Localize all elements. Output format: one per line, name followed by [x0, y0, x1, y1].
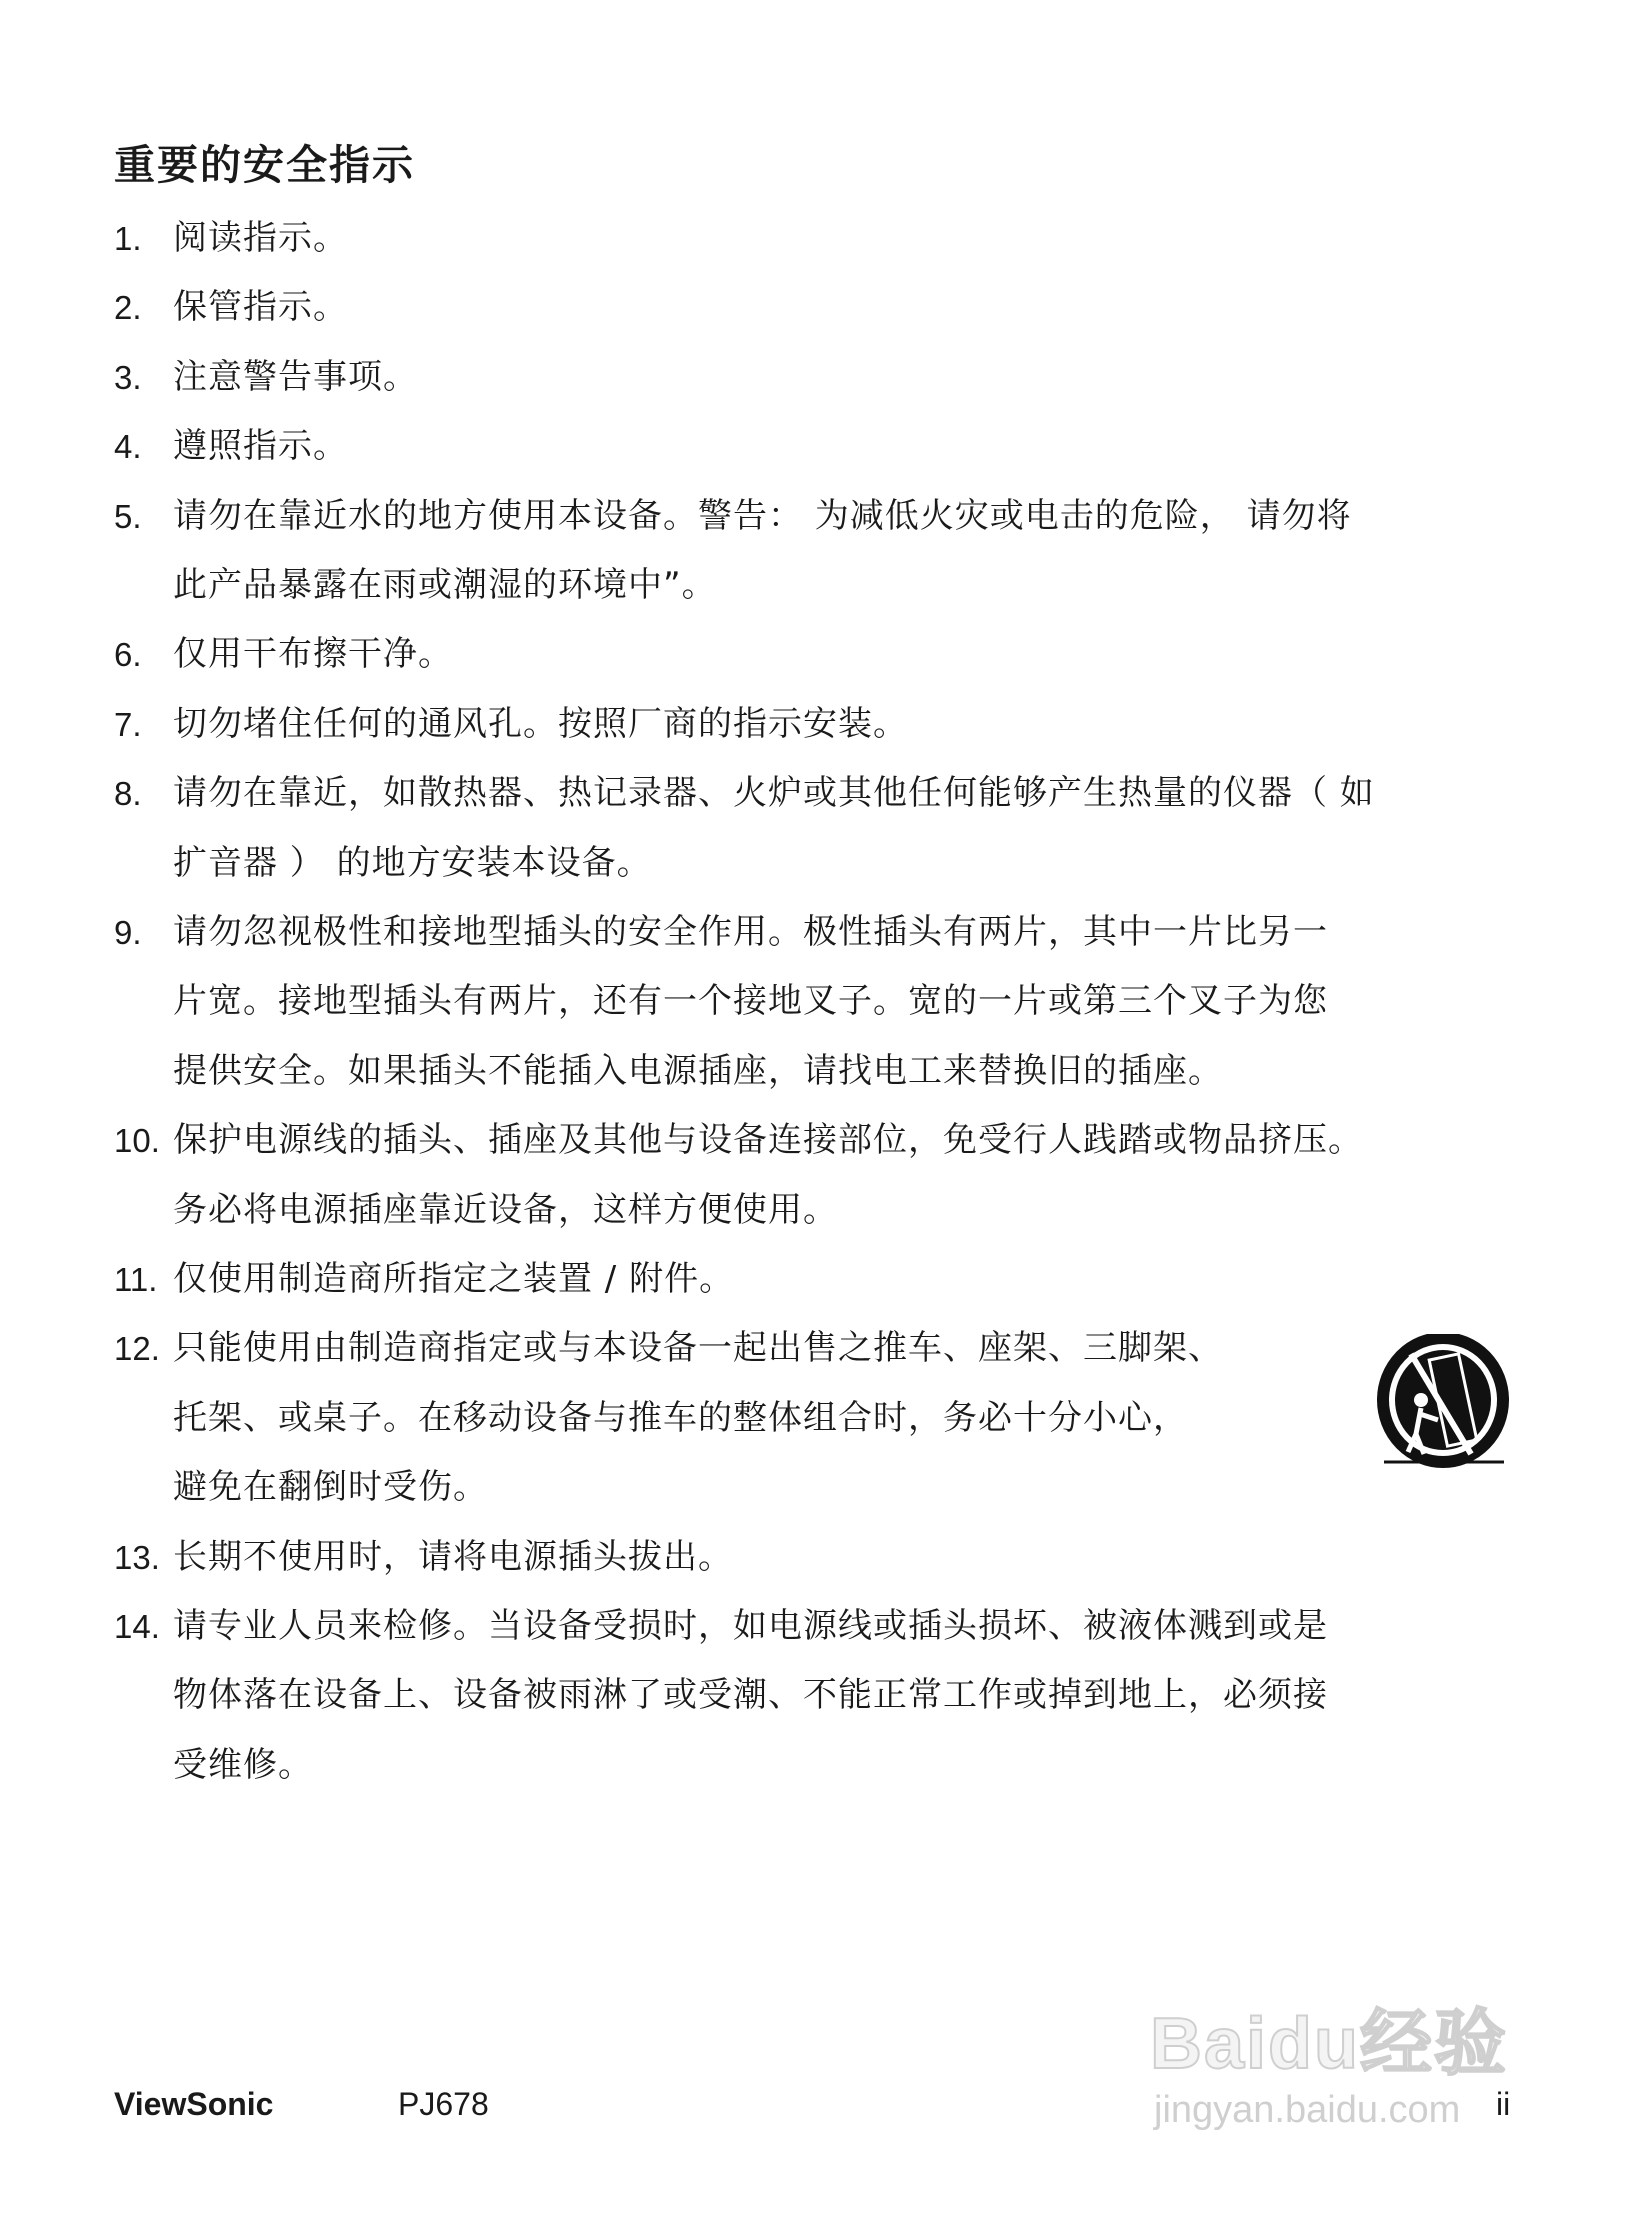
item-number: 9.: [114, 914, 142, 951]
item-text: 请勿在靠近，如散热器、热记录器、火炉或其他任何能够产生热量的仪器（ 如: [173, 773, 1375, 814]
footer-model: PJ678: [398, 2086, 489, 2122]
item-number: 8.: [114, 775, 142, 813]
item-text: 遵照指示。: [173, 426, 348, 467]
item-text: 请勿在靠近水的地方使用本设备。警告： 为减低火灾或电击的危险， 请勿将: [173, 495, 1352, 536]
item-text: 保护电源线的插头、插座及其他与设备连接部位，免受行人践踏或物品挤压。: [173, 1120, 1363, 1161]
item-text: 切勿堵住任何的通风孔。按照厂商的指示安装。: [173, 703, 908, 744]
item-number: 5.: [114, 497, 142, 535]
item-text: 保管指示。: [173, 287, 348, 328]
item-text: 此产品暴露在雨或潮湿的环境中”。: [173, 565, 717, 605]
cart-tip-over-warning-icon: [1376, 1334, 1510, 1472]
item-number: 3.: [114, 358, 142, 396]
item-number: 4.: [114, 428, 142, 466]
item-text: 只能使用由制造商指定或与本设备一起出售之推车、座架、三脚架、: [173, 1328, 1223, 1369]
item-number: 10.: [114, 1122, 160, 1160]
item-text: 受维修。: [173, 1744, 313, 1785]
item-text: 注意警告事项。: [173, 356, 418, 397]
item-number: 11.: [114, 1261, 158, 1298]
item-number: 1.: [114, 220, 142, 257]
item-number: 14.: [114, 1608, 160, 1645]
item-text: 仅使用制造商所指定之装置 / 附件。: [173, 1259, 735, 1299]
footer-brand: ViewSonic: [114, 2086, 274, 2122]
item-text: 仅用干布擦干净。: [173, 634, 453, 675]
item-text: 请专业人员来检修。当设备受损时，如电源线或插头损坏、被液体溅到或是: [173, 1606, 1328, 1646]
item-text: 务必将电源插座靠近设备，这样方便使用。: [173, 1189, 838, 1230]
item-text: 避免在翻倒时受伤。: [173, 1467, 488, 1508]
item-text: 请勿忽视极性和接地型插头的安全作用。极性插头有两片，其中一片比另一: [173, 912, 1328, 952]
item-number: 12.: [114, 1330, 160, 1368]
item-text: 片宽。接地型插头有两片，还有一个接地叉子。宽的一片或第三个叉子为您: [173, 981, 1328, 1022]
item-text: 长期不使用时，请将电源插头拔出。: [173, 1536, 733, 1577]
item-text: 托架、或桌子。在移动设备与推车的整体组合时，务必十分小心，: [173, 1397, 1188, 1438]
item-number: 2.: [114, 289, 142, 327]
item-text: 扩音器 ） 的地方安装本设备。: [173, 842, 652, 883]
item-number: 13.: [114, 1538, 160, 1576]
item-number: 6.: [114, 636, 142, 674]
item-text: 提供安全。如果插头不能插入电源插座，请找电工来替换旧的插座。: [173, 1050, 1223, 1091]
item-text: 物体落在设备上、设备被雨淋了或受潮、不能正常工作或掉到地上，必须接: [173, 1675, 1328, 1716]
item-number: 7.: [114, 705, 142, 743]
item-text: 阅读指示。: [173, 218, 348, 258]
baidu-jingyan-watermark: Baidu经验 jingyan.baidu.com: [1150, 2004, 1509, 2131]
page-title: 重要的安全指示: [114, 141, 415, 189]
page-number: ii: [1496, 2086, 1511, 2122]
